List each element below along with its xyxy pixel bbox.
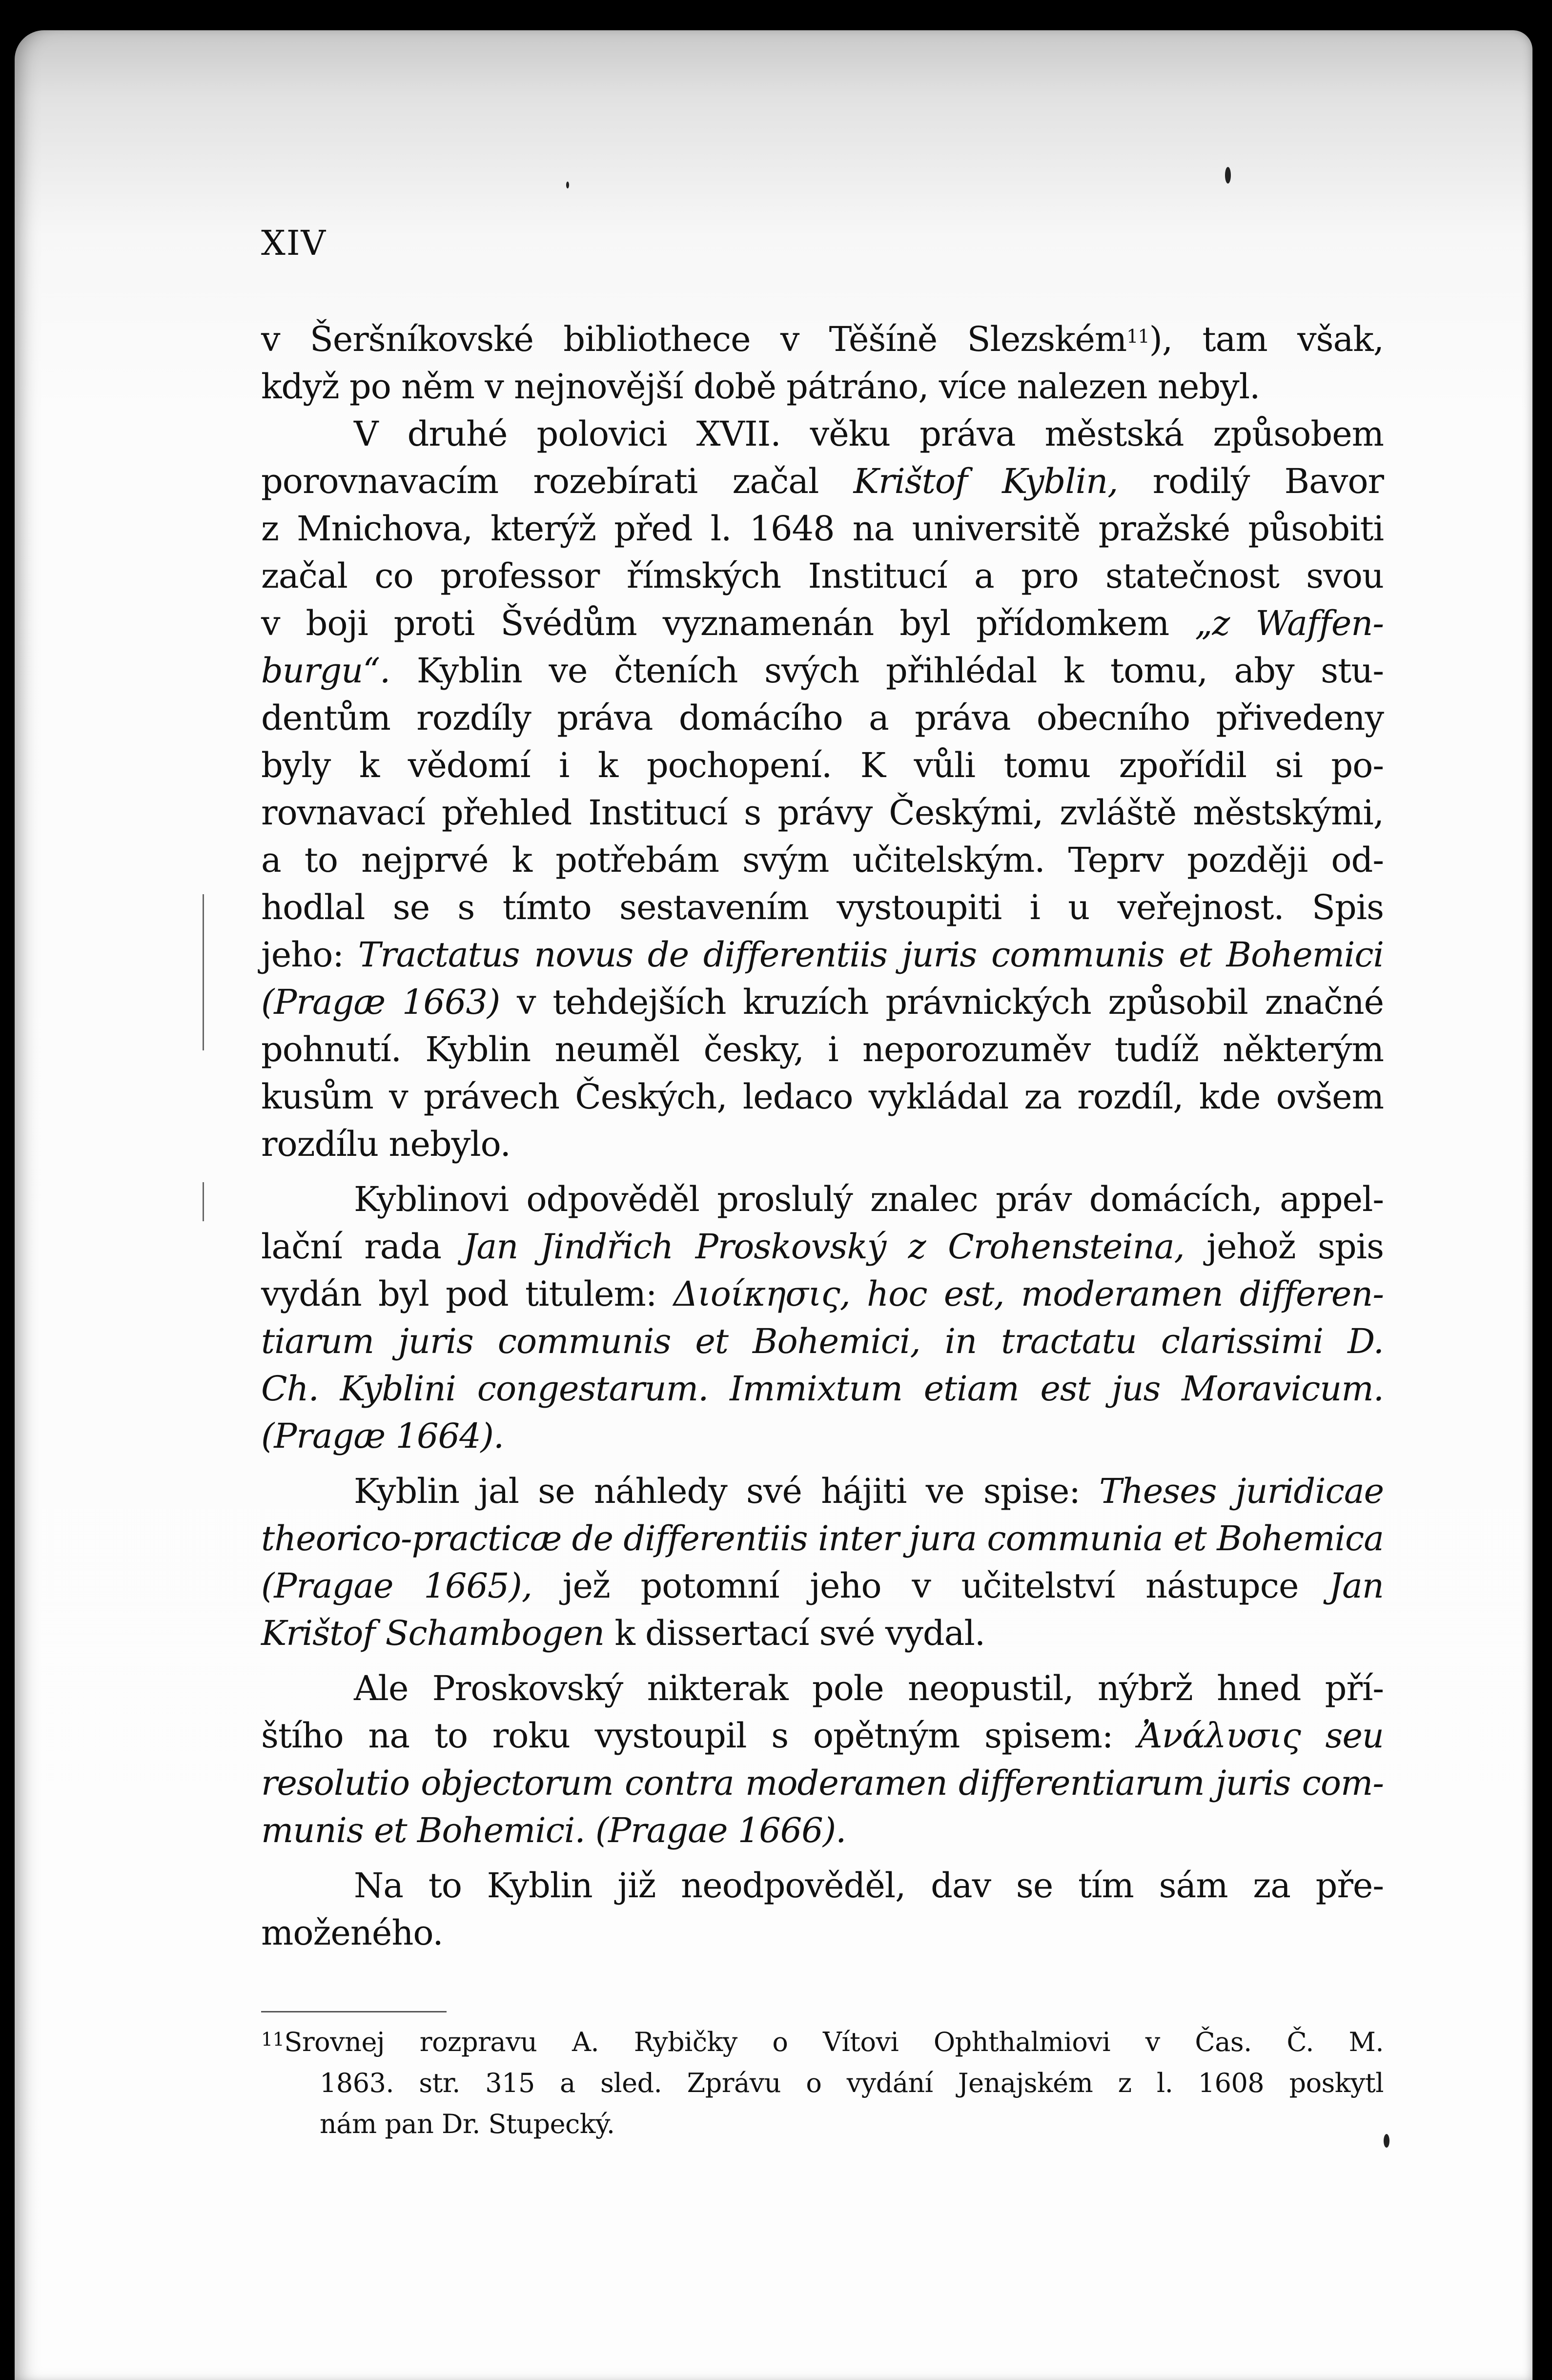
text-line: rovnavací přehled Institucí s právy Českými, zvláště městskými, [261,793,1384,833]
page-number: XIV [261,223,327,263]
text-line: Ale Proskovský nikterak pole neopustil, nýbrž hned pří- [354,1668,1384,1708]
text-line: moženého. [261,1913,443,1953]
ink-speck [566,182,569,188]
text-line: pohnutí. Kyblin neuměl česky, i neporozuměv tudíž některým [261,1029,1384,1069]
footnote-line: nám pan Dr. Stupecký. [320,2109,615,2139]
text-line: rozdílu nebylo. [261,1124,511,1164]
body-text [261,316,1384,1957]
footnote-line: 1863. str. 315 a sled. Zprávu o vydání Jenajském z l. 1608 poskytl [320,2068,1384,2098]
margin-pencil-mark [203,894,204,1050]
ink-speck [1384,2134,1389,2148]
text-line: z Mnichova, kterýž před l. 1648 na universitě pražské působiti [261,509,1384,549]
text-line: když po něm v nejnovější době pátráno, více nalezen nebyl. [261,367,1260,407]
text-line: tiarum juris communis et Bohemici, in tractatu clarissimi D. [261,1321,1384,1361]
text-line: jeho: Tractatus novus de differentiis juris communis et Bohemici [261,935,1384,975]
person-name: Jan Jindřich Proskovský z Crohensteina, [463,1227,1184,1267]
text-line: (Pragæ 1663) v tehdejších kruzích právnických způsobil značné [261,982,1384,1022]
text-line: porovnavacím rozebírati začal Krištof Kyblin, rodilý Bavor [261,461,1384,501]
text-line: Na to Kyblin již neodpověděl, dav se tím sám za pře- [354,1866,1384,1906]
text-line: lační rada Jan Jindřich Proskovský z Crohensteina, jehož spis [261,1227,1384,1267]
text-line: Krištof Schambogen k dissertací své vydal. [261,1613,985,1653]
text-line: v Šeršníkovské bibliothece v Těšíně Slezském$^{11}$), tam však, [261,319,1384,359]
text-line: Ch. Kyblini congestarum. Immixtum etiam est jus Moravicum. [261,1369,1384,1409]
book-title: Διοίκησις, hoc est, moderamen differen- [673,1274,1384,1314]
footnote-reference[interactable]: 11 [1126,326,1149,347]
footnotes [261,2022,1384,2145]
book-title: Tractatus novus de differentiis juris communis et Bohemici [358,935,1384,975]
book-page [15,30,1532,2380]
text-line: vydán byl pod titulem: Διοίκησις, hoc est, moderamen differen- [261,1274,1384,1314]
text-line: a to nejprvé k potřebám svým učitelským. Teprv později od- [261,840,1384,880]
person-name: Krištof Schambogen [261,1613,605,1653]
text-line: burgu“. Kyblin ve čteních svých přihlédal k tomu, aby stu- [261,651,1384,691]
footnote-divider [261,2011,447,2012]
book-title: Ἀνάλυσις seu [1138,1716,1384,1756]
text-line: munis et Bohemici. (Pragae 1666). [261,1810,846,1850]
text-line: theorico-practicæ de differentiis inter jura communia et Bohemica [261,1518,1384,1559]
margin-pencil-mark [203,1182,204,1221]
text-line: Kyblin jal se náhledy své hájiti ve spise: Theses juridicae [354,1471,1384,1511]
text-line: V druhé polovici XVII. věku práva městská způsobem [354,414,1384,454]
footnote-marker: 11 [261,2029,285,2050]
text-line: kusům v právech Českých, ledaco vykládal za rozdíl, kde ovšem [261,1077,1384,1117]
footnote-line: $^{11}$Srovnej rozpravu A. Rybičky o Vítovi Ophthalmiovi v Čas. Č. M. [261,2027,1384,2057]
text-line: resolutio objectorum contra moderamen differentiarum juris com- [261,1763,1384,1803]
text-line: v boji proti Švédům vyznamenán byl přídomkem „z Waffen- [261,603,1384,643]
text-line: (Pragae 1665), jež potomní jeho v učitelství nástupce Jan [261,1566,1384,1606]
book-title: Theses juridicae [1099,1471,1384,1511]
text-line: (Pragæ 1664). [261,1416,504,1456]
person-name: Krištof Kyblin, [853,461,1118,501]
text-line: byly k vědomí i k pochopení. K vůli tomu zpořídil si po- [261,745,1384,785]
text-line: hodlal se s tímto sestavením vystoupiti i u veřejnost. Spis [261,887,1384,927]
text-line: začal co professor římských Institucí a pro statečnost svou [261,556,1384,596]
text-line: štího na to roku vystoupil s opětným spisem: Ἀνάλυσις seu [261,1716,1384,1756]
text-line: dentům rozdíly práva domácího a práva obecního přivedeny [261,698,1384,738]
ink-speck [1225,167,1231,184]
text-line: Kyblinovi odpověděl proslulý znalec práv domácích, appel- [354,1179,1384,1219]
